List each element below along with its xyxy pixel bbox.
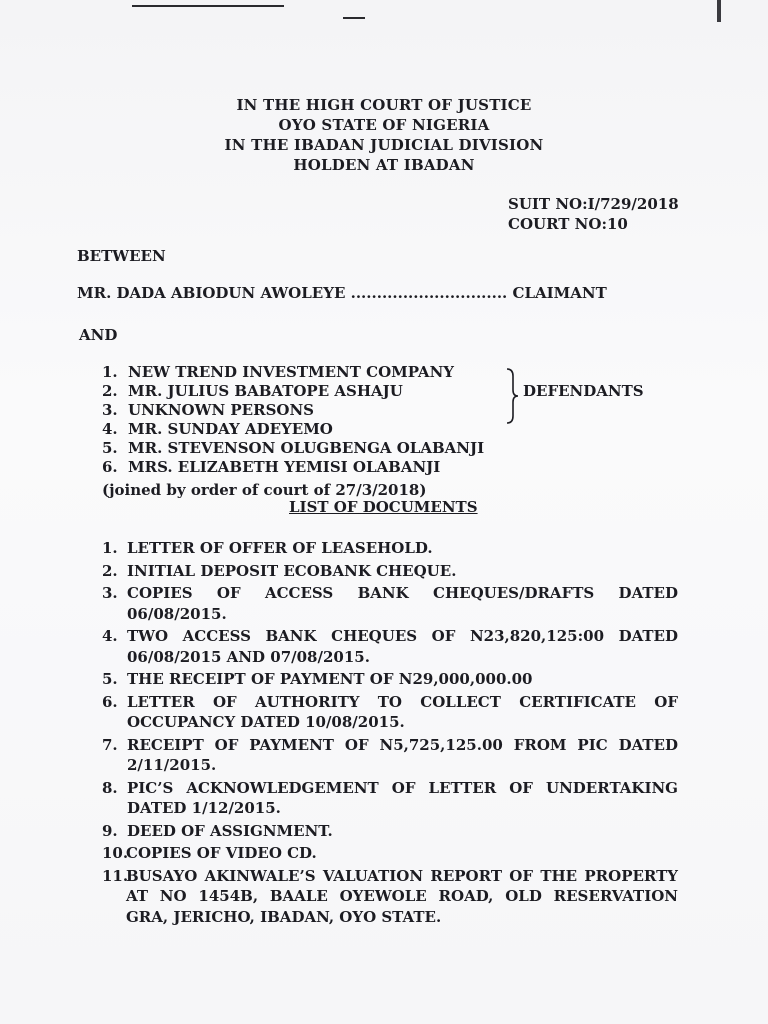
document-number: 4. xyxy=(102,627,118,645)
document-item xyxy=(102,538,678,559)
document-item xyxy=(102,626,678,667)
scan-artifact-mark xyxy=(717,0,721,22)
suit-number: SUIT NO:I/729/2018 xyxy=(508,195,679,213)
defendant-item xyxy=(102,401,484,420)
document-number: 8. xyxy=(102,778,118,797)
defendant-number: 4. xyxy=(102,420,118,438)
document-number: 1. xyxy=(102,539,118,557)
document-item xyxy=(102,843,678,864)
joined-note: (joined by order of court of 27/3/2018) xyxy=(102,481,427,499)
defendant-item xyxy=(102,439,484,458)
document-number: 7. xyxy=(102,735,118,754)
document-number: 3. xyxy=(102,584,118,602)
document-number: 11. xyxy=(102,866,129,885)
defendant-number: 6. xyxy=(102,458,118,476)
document-item xyxy=(102,561,678,582)
defendant-number: 1. xyxy=(102,363,118,381)
suit-details xyxy=(508,194,679,234)
defendant-name: UNKNOWN PERSONS xyxy=(128,401,315,419)
document-text: INITIAL DEPOSIT ECOBANK CHEQUE. xyxy=(127,561,457,580)
defendant-number: 3. xyxy=(102,401,118,419)
document-text: COPIES OF VIDEO CD. xyxy=(126,844,317,862)
defendant-item xyxy=(102,420,484,439)
defendant-item xyxy=(102,382,484,401)
defendant-number: 5. xyxy=(102,439,118,457)
document-item xyxy=(102,821,678,842)
defendant-name: MR. SUNDAY ADEYEMO xyxy=(128,420,333,438)
defendants-list xyxy=(102,363,484,477)
claimant-line xyxy=(77,284,607,302)
document-text: THE RECEIPT OF PAYMENT OF N29,000,000.00 xyxy=(127,670,533,688)
list-of-documents-title: LIST OF DOCUMENTS xyxy=(289,498,478,516)
document-text: TWO ACCESS BANK CHEQUES OF N23,820,125:00 DATED 06/08/2015 AND 07/08/2015. xyxy=(127,627,678,666)
claimant-name: MR. DADA ABIODUN AWOLEYE xyxy=(77,284,346,302)
heading-line: IN THE HIGH COURT OF JUSTICE xyxy=(236,96,532,114)
between-label: BETWEEN xyxy=(77,247,166,265)
document-number: 2. xyxy=(102,561,118,580)
court-heading xyxy=(0,95,768,175)
document-text: BUSAYO AKINWALE’S VALUATION REPORT OF THE PROPERTY AT NO 1454B, BAALE OYEWOLE ROAD, OLD RESERVATION GRA, JERICHO, IBADAN, OYO STATE. xyxy=(126,866,678,926)
document-item xyxy=(102,866,678,928)
document-item xyxy=(102,692,678,733)
defendants-label: DEFENDANTS xyxy=(523,382,644,400)
document-text: PIC’S ACKNOWLEDGEMENT OF LETTER OF UNDERTAKING DATED 1/12/2015. xyxy=(127,778,678,817)
document-number: 9. xyxy=(102,821,118,840)
document-text: DEED OF ASSIGNMENT. xyxy=(127,821,333,840)
document-item xyxy=(102,735,678,776)
scan-artifact-line xyxy=(132,5,284,7)
and-label: AND xyxy=(79,326,118,344)
heading-line: HOLDEN AT IBADAN xyxy=(293,156,475,174)
defendant-name: MR. JULIUS BABATOPE ASHAJU xyxy=(128,382,403,400)
document-item xyxy=(102,583,678,624)
documents-list xyxy=(102,538,678,929)
defendant-item xyxy=(102,363,484,382)
claimant-label: CLAIMANT xyxy=(512,284,607,302)
defendant-number: 2. xyxy=(102,382,118,400)
right-brace-icon xyxy=(505,368,519,424)
document-text: RECEIPT OF PAYMENT OF N5,725,125.00 FROM PIC DATED 2/11/2015. xyxy=(127,735,678,774)
defendant-name: NEW TREND INVESTMENT COMPANY xyxy=(128,363,454,381)
claimant-leader-dots: .............................. xyxy=(350,284,508,302)
document-text: LETTER OF OFFER OF LEASEHOLD. xyxy=(127,539,433,557)
document-number: 6. xyxy=(102,692,118,711)
defendant-name: MR. STEVENSON OLUGBENGA OLABANJI xyxy=(128,439,485,457)
document-item xyxy=(102,669,678,690)
scan-artifact-line xyxy=(343,17,365,19)
heading-line: IN THE IBADAN JUDICIAL DIVISION xyxy=(224,136,544,154)
heading-line: OYO STATE OF NIGERIA xyxy=(278,116,490,134)
document-text: LETTER OF AUTHORITY TO COLLECT CERTIFICATE OF OCCUPANCY DATED 10/08/2015. xyxy=(127,692,678,731)
defendant-item xyxy=(102,458,484,477)
document-item xyxy=(102,778,678,819)
document-text: COPIES OF ACCESS BANK CHEQUES/DRAFTS DATED 06/08/2015. xyxy=(127,584,678,623)
defendant-name: MRS. ELIZABETH YEMISI OLABANJI xyxy=(128,458,441,476)
court-number: COURT NO:10 xyxy=(508,215,628,233)
document-number: 10. xyxy=(102,844,129,862)
document-number: 5. xyxy=(102,670,118,688)
